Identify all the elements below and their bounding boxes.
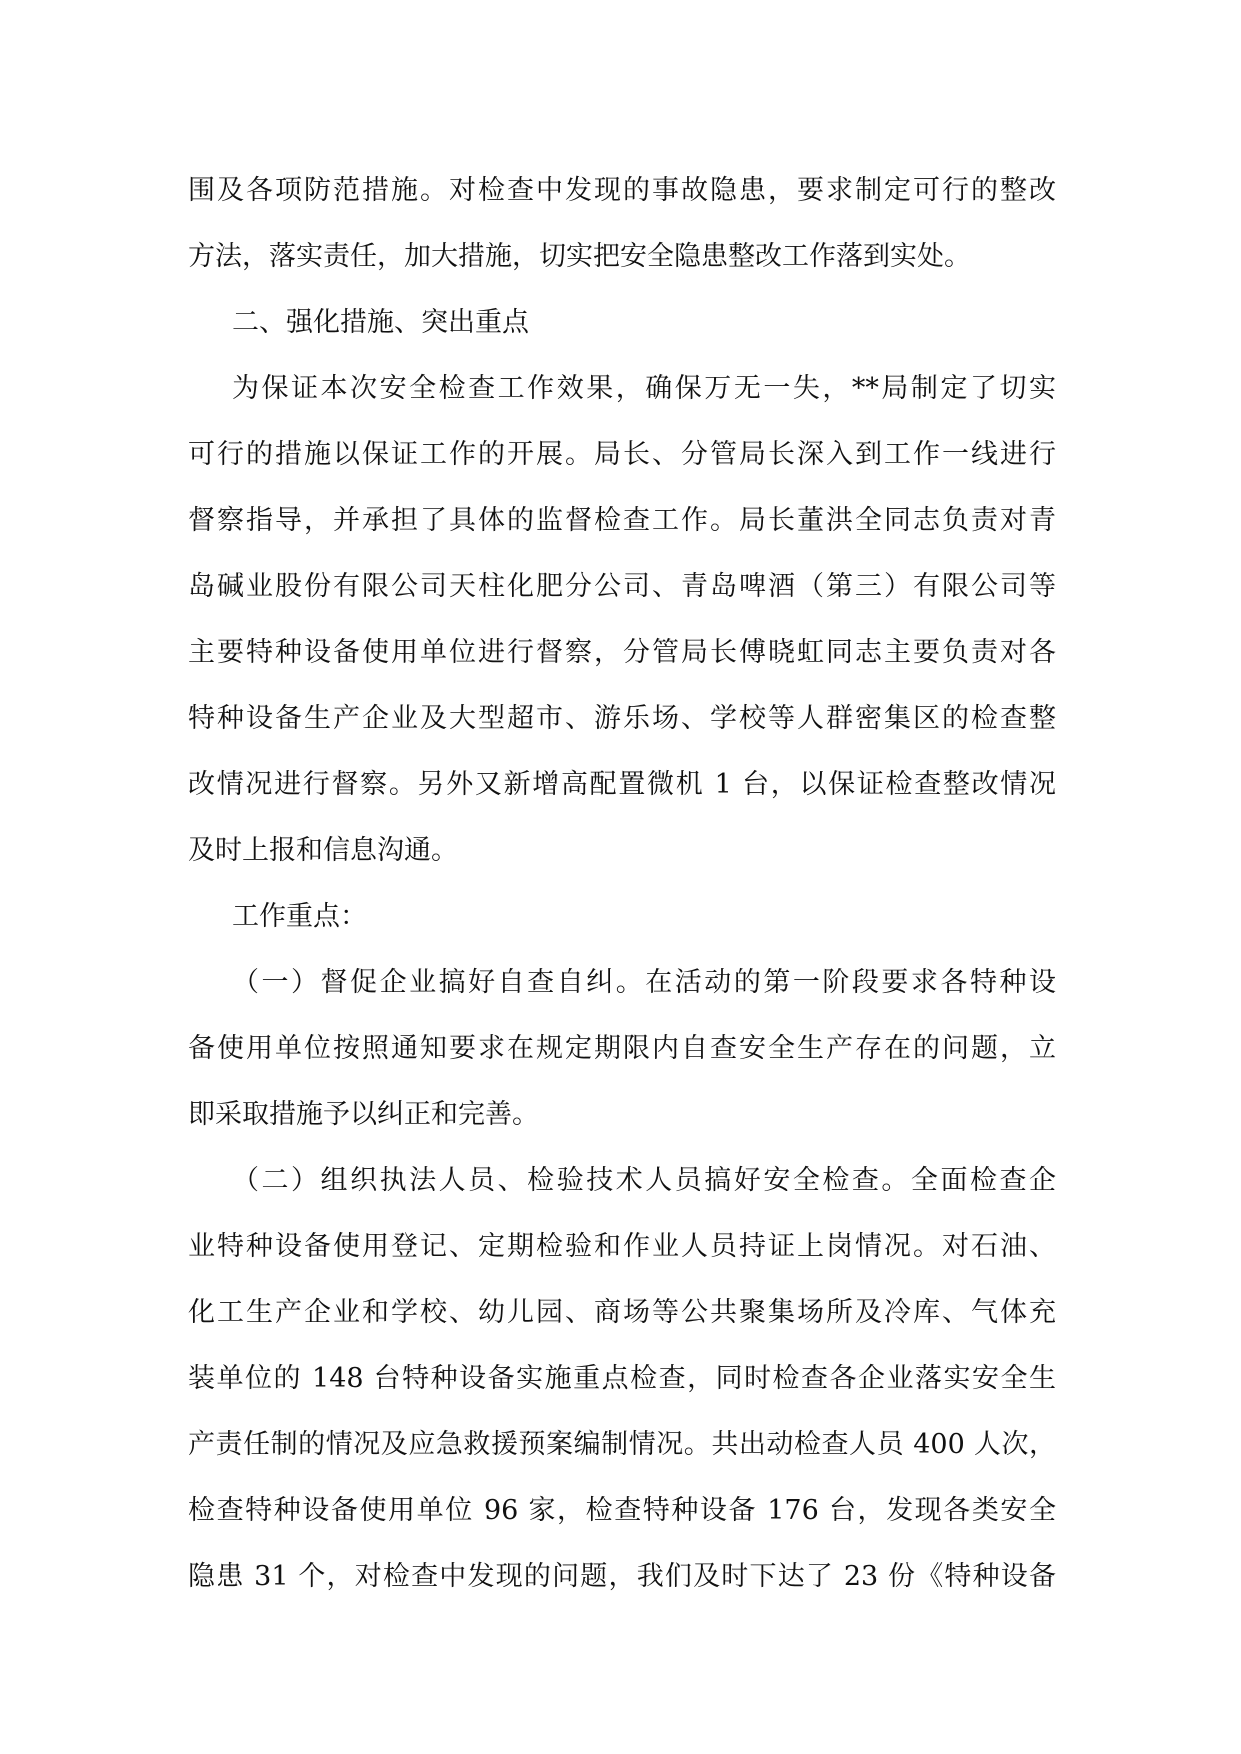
text-line-9: 特种设备生产企业及大型超市、游乐场、学校等人群密集区的检查整 [188,703,1056,734]
text-line-5: 可行的措施以保证工作的开展。局长、分管局长深入到工作一线进行 [188,439,1056,470]
work-focus-heading: 工作重点： [232,901,367,932]
text-line-11: 及时上报和信息沟通。 [188,835,458,866]
text-line-4: 为保证本次安全检查工作效果，确保万无一失，**局制定了切实 [232,373,1056,404]
text-line-21: 检查特种设备使用单位 96 家，检查特种设备 176 台，发现各类安全 [188,1495,1056,1526]
text-line-14: 备使用单位按照通知要求在规定期限内自查安全生产存在的问题，立 [188,1033,1056,1064]
text-line-20: 产责任制的情况及应急救援预案编制情况。共出动检查人员 400 人次， [188,1429,1056,1460]
text-line-19: 装单位的 148 台特种设备实施重点检查，同时检查各企业落实安全生 [188,1363,1056,1394]
text-line-8: 主要特种设备使用单位进行督察，分管局长傅晓虹同志主要负责对各 [188,637,1056,668]
text-line-15: 即采取措施予以纠正和完善。 [188,1099,539,1130]
text-line-16: （二）组织执法人员、检验技术人员搞好安全检查。全面检查企 [232,1165,1056,1196]
text-line-18: 化工生产企业和学校、幼儿园、商场等公共聚集场所及冷库、气体充 [188,1297,1056,1328]
document-body [188,158,1056,1610]
text-line-10: 改情况进行督察。另外又新增高配置微机 1 台，以保证检查整改情况 [188,769,1056,800]
text-line-22: 隐患 31 个，对检查中发现的问题，我们及时下达了 23 份《特种设备 [188,1561,1056,1592]
text-line-17: 业特种设备使用登记、定期检验和作业人员持证上岗情况。对石油、 [188,1231,1056,1262]
section-heading-2: 二、强化措施、突出重点 [232,307,529,338]
text-line-13: （一）督促企业搞好自查自纠。在活动的第一阶段要求各特种设 [232,967,1056,998]
text-line-6: 督察指导，并承担了具体的监督检查工作。局长董洪全同志负责对青 [188,505,1056,536]
text-line-1: 围及各项防范措施。对检查中发现的事故隐患，要求制定可行的整改 [188,175,1056,206]
text-line-7: 岛碱业股份有限公司天柱化肥分公司、青岛啤酒（第三）有限公司等 [188,571,1056,602]
text-line-2: 方法，落实责任，加大措施，切实把安全隐患整改工作落到实处。 [188,241,971,272]
